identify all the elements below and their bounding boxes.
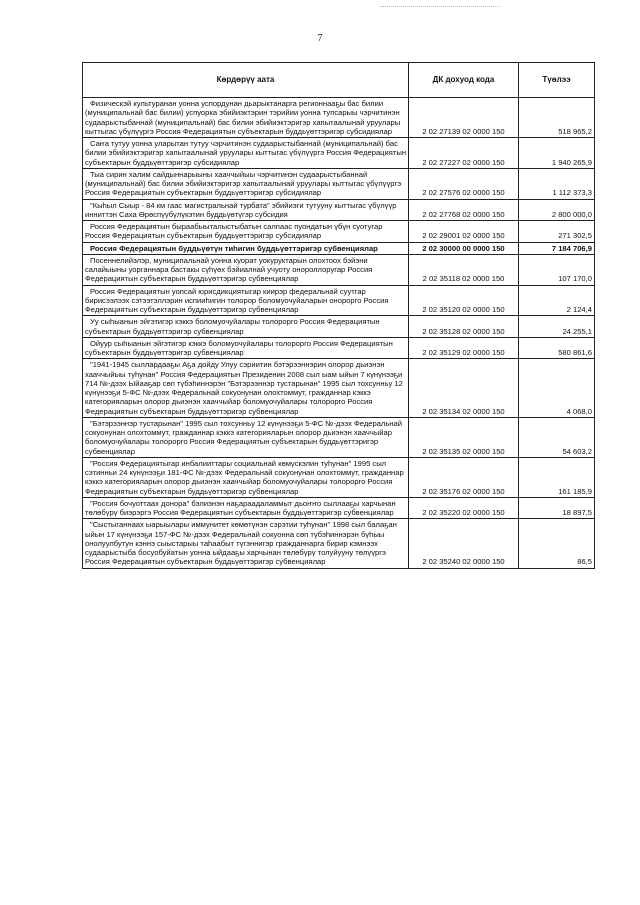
row-name-cell: Посеннелийэлэр, муниципальнай уонна куорат уокуруктарын олохтоох бэйэни салайыыны уорганнара бастакы сүһүөх бэйиалнай учуоту онороллоругар Россия Федерациятын субъектарын буддьүөттэригэр субвенциялар (83, 254, 409, 285)
row-sum-cell: 2 124,4 (519, 285, 595, 316)
row-name-cell: "Россия бочуоттаах донора" бэлиэнэн наҕараадаламмыт дьоҥҥо сыллааҕы харчынан төлөбүрү биэрэргэ Россия Федерациятын субъектарын буддьүөттэригэр субвенциялар (83, 497, 409, 519)
table-row (83, 138, 595, 169)
table-row (83, 168, 595, 199)
table-row (83, 254, 595, 285)
row-code-cell: 2 02 30000 00 0000 150 (409, 242, 519, 254)
row-code-cell: 2 02 35176 02 0000 150 (409, 457, 519, 497)
row-name-cell: Россия Федерациятын уопсай юрисдикциятыгар киирэр федеральнай суутгар бирисээлээх сэтээтэллэрин испииһигин толорор боломуочуйаларын онорорго Россия Федерациятын субъектарын буддьүөттэригэр субвенциялар (83, 285, 409, 316)
row-sum-cell: 1 940 265,9 (519, 138, 595, 169)
row-name-cell: Ойуур сыһыанын эйгэтигэр кэккэ боломуочуйалары толорорго Россия Федерациятын субъектарын буддьүөттэригэр субвенциялар (83, 337, 409, 359)
row-sum-cell: 580 861,6 (519, 337, 595, 359)
table-body (83, 98, 595, 569)
row-code-cell: 2 02 35134 02 0000 150 (409, 359, 519, 418)
row-code-cell: 2 02 27139 02 0000 150 (409, 98, 519, 138)
row-code-cell: 2 02 35129 02 0000 150 (409, 337, 519, 359)
row-sum-cell: 107 170,0 (519, 254, 595, 285)
table-row (83, 497, 595, 519)
row-name-cell: "Сыстыганнаах ыарыылары иммунитет көмөтүнэн сэрэтии туһунан" 1998 сыл балаҕан ыйын 17 күнүнээҕи 157-ФС №-дээх Федеральнай сокуонна сөп түбэһиннэрэн бүһыы онолуулбутун кэннэ сыыстарыы таһаабыт түгэннигэр гражданнарга бирир кэмнээх судаарыстыба босуобуйатын уонна ыйдааҕы харчынан төлөбүрү толуйууну төлүүргэ Россия Федерациятын субъектарын буддьүөттэригэр субвенциялар (83, 519, 409, 568)
row-name-cell: Уу сыһыанын эйгэтигэр кэккэ боломуочуйалары толорорго Россия Федерациятын субъектарын буддьүөттэригэр субвенциялар (83, 316, 409, 338)
page-number: 7 (317, 33, 323, 44)
budget-table (82, 62, 595, 569)
row-sum-cell: 2 800 000,0 (519, 199, 595, 221)
row-code-cell: 2 02 35118 02 0000 150 (409, 254, 519, 285)
column-header-code: ДК дохуод кода (409, 63, 519, 98)
table-row (83, 337, 595, 359)
row-code-cell: 2 02 35220 02 0000 150 (409, 497, 519, 519)
table-header-row (83, 63, 595, 98)
row-code-cell: 2 02 29001 02 0000 150 (409, 221, 519, 243)
table-row (83, 417, 595, 457)
row-sum-cell: 271 302,5 (519, 221, 595, 243)
row-name-cell: Россия Федерациятын буддьүөтүн тиһигин буддьүөттэригэр субвенциялар (83, 242, 409, 254)
row-sum-cell: 1 112 373,3 (519, 168, 595, 199)
row-sum-cell: 54 603,2 (519, 417, 595, 457)
table-row (83, 199, 595, 221)
table-row (83, 359, 595, 418)
table-row (83, 98, 595, 138)
table-row (83, 519, 595, 568)
header-scan-marks (380, 6, 500, 13)
table-row (83, 457, 595, 497)
row-sum-cell: 518 965,2 (519, 98, 595, 138)
row-name-cell: Россия Федерациятын быраабыыталыстыбатын салпаас пуондатын үбүн суотугар Россия Федерациятын субъектарын буддьүөттэригэр субсидиялар (83, 221, 409, 243)
row-name-cell: Саҥа тутуу уонна уларытан тутуу чэрчитинэн судаарыстыбаннай (муниципальнай) бас билии эбийиэктэригэр хапытаалынай уруулары кыттыгас үбүлүүргэ Россия Федерациятын субъектарын буддьүөттэригэр субсидиялар (83, 138, 409, 169)
column-header-name: Көрдөрүү аата (83, 63, 409, 98)
row-code-cell: 2 02 35128 02 0000 150 (409, 316, 519, 338)
row-code-cell: 2 02 27576 02 0000 150 (409, 168, 519, 199)
table-row (83, 242, 595, 254)
row-sum-cell: 161 185,9 (519, 457, 595, 497)
row-name-cell: "Россия Федерациятыгар инбалииттары социальнай көмүскэлин туһунан" 1995 сыл сэтинньи 24 күнүнээҕи 181-ФС №-дээх Федеральнай сокуонунан олохтоммут, гражданнар кэккэ категорияларын олорор дьиэнэн хааччыйар боломуочуйалары толорорго Россия Федерациятын субъектарын буддьүөттэригэр субвенциялар (83, 457, 409, 497)
row-sum-cell: 24 255,1 (519, 316, 595, 338)
table-row (83, 285, 595, 316)
row-name-cell: Физическэй культуранан уонна успордунан дьарыктанарга регионнааҕы бас билии (муниципальнай бас билии) успуорка эбийиэктэрин тэрийии уонна тупсарыы чэрчитинэн судаарыстыбаннай (муниципальнай) бас билии эбийиэктэригэр хапытаалынай уруулары кыттыгас үбүлүүргэ Россия Федерациятын субъектарын буддьүөттэригэр субсидиялар (83, 98, 409, 138)
row-code-cell: 2 02 35120 02 0000 150 (409, 285, 519, 316)
row-name-cell: "Кыһыл Сыыр - 84 км гаас магистральнай турбата" эбийиэги тутууну кыттыгас үбүлүүр инниттэн Саха Өрөспүүбүлүкэтин буддьүөтүгэр субсидия (83, 199, 409, 221)
row-name-cell: "1941-1945 сыллардааҕы Аҕа дойду Улуу сэриитин бэтэрээннэрин олорор дьиэнэн хааччыйыы туһунан" Россия Федерациятын Президенин 2008 сыл ыам ыйын 7 күнүнээҕи 714 №-дээх Ыйааҕар сөп түбэһиннэрэн "Бэтэрээннэр тустарынан" 1995 сыл тохсунньу 12 күнүнээҕи 5-ФС №-дээх Федеральнай сокуонунан олохтоммут, гражданнар кэккэ категорияларын олорор дьиэнэн хааччыйар боломуочуйалары толорорго Россия Федерациятын субъектарын буддьүөттэригэр субвенциялар (83, 359, 409, 418)
row-code-cell: 2 02 35135 02 0000 150 (409, 417, 519, 457)
column-header-sum: Түөлээ (519, 63, 595, 98)
row-code-cell: 2 02 35240 02 0000 150 (409, 519, 519, 568)
row-name-cell: Тыа сирин халим сайдыннарыыны хааччыйыы чэрчитинэн судаарыстыбаннай (муниципальнай) бас билии эбийиэктэригэр хапытаалынай уруулары кыттыгас үбүлүүргэ Россия Федерациятын субъектарын буддьүөттэригэр субсидиялар (83, 168, 409, 199)
table-row (83, 221, 595, 243)
row-sum-cell: 4 068,0 (519, 359, 595, 418)
row-sum-cell: 7 184 706,9 (519, 242, 595, 254)
row-code-cell: 2 02 27768 02 0000 150 (409, 199, 519, 221)
row-sum-cell: 18 897,5 (519, 497, 595, 519)
row-code-cell: 2 02 27227 02 0000 150 (409, 138, 519, 169)
row-name-cell: "Бэтэрээннэр тустарынан" 1995 сыл тохсунньу 12 күнүнээҕи 5-ФС №-дээх Федеральнай сокуонунан олохтоммут, гражданнар кэккэ категорияларын олорор дьиэнэн хааччыйар боломуочуйалары толорорго Россия Федерациятын субъектарын буддьүөттэригэр субвенциялар (83, 417, 409, 457)
row-sum-cell: 86,5 (519, 519, 595, 568)
table-row (83, 316, 595, 338)
